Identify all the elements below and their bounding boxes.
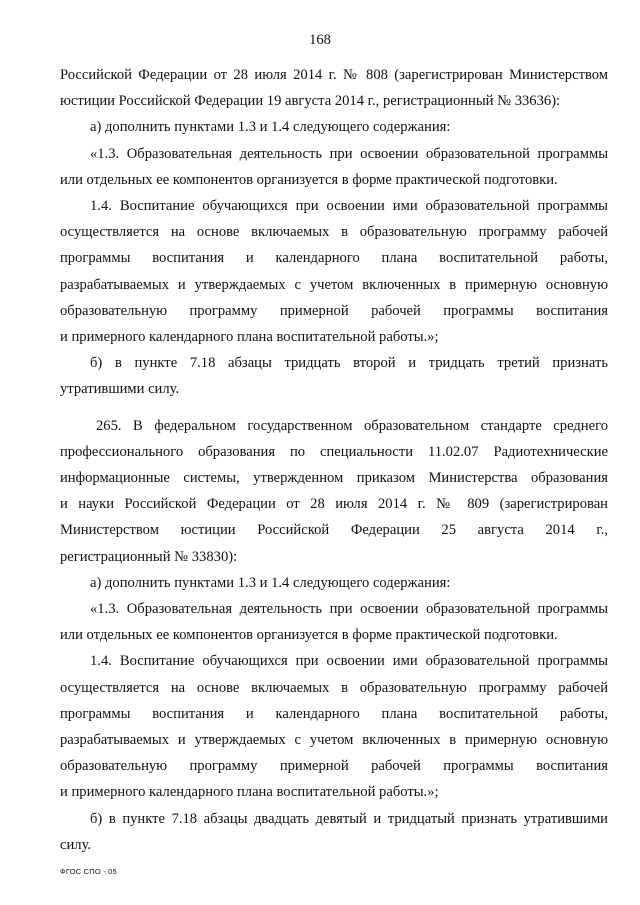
text-line: профессионального образования по специальности 11.02.07 Радиотехнические [60,443,608,460]
text-line: Министерством юстиции Российской Федерации 25 августа 2014 г., [60,522,608,539]
text-line: «1.3. Образовательная деятельность при освоении образовательной программы [90,145,608,162]
text-line: осуществляется на основе включаемых в образовательную программу рабочей [60,224,608,241]
text-line: и науки Российской Федерации от 28 июля 2014 г. № 809 (зарегистрирован [60,496,608,513]
text-line: утратившими силу. [60,381,180,398]
text-line: разрабатываемых и утверждаемых с учетом включенных в примерную основную [60,732,608,749]
text-line: осуществляется на основе включаемых в образовательную программу рабочей [60,679,608,696]
text-line: образовательную программу примерной рабочей программы воспитания [60,758,608,775]
text-line: а) дополнить пунктами 1.3 и 1.4 следующего содержания: [90,574,451,591]
text-line: 265. В федеральном государственном образовательном стандарте среднего [96,417,608,434]
text-line: и примерного календарного плана воспитательной работы.»; [60,329,439,346]
text-line: 1.4. Воспитание обучающихся при освоении ими образовательной программы [90,198,608,215]
page-number: 168 [309,32,331,48]
text-line: «1.3. Образовательная деятельность при освоении образовательной программы [90,601,608,618]
text-line: а) дополнить пунктами 1.3 и 1.4 следующего содержания: [90,119,451,136]
text-line: 1.4. Воспитание обучающихся при освоении ими образовательной программы [90,653,608,670]
text-line: разрабатываемых и утверждаемых с учетом включенных в примерную основную [60,276,608,293]
text-line: информационные системы, утвержденном приказом Министерства образования [60,470,608,487]
text-line: и примерного календарного плана воспитательной работы.»; [60,784,439,801]
text-line: силу. [60,836,92,853]
text-line: программы воспитания и календарного плана воспитательной работы, [60,705,608,722]
text-line: б) в пункте 7.18 абзацы двадцать девятый и тридцатый признать утратившими [90,810,608,827]
footer-label: ФГОС СПО - 05 [60,867,117,876]
text-line: юстиции Российской Федерации 19 августа 2014 г., регистрационный № 33636): [60,93,561,110]
text-line: регистрационный № 33830): [60,548,238,565]
text-line: или отдельных ее компонентов организуется в форме практической подготовки. [60,627,558,644]
text-line: б) в пункте 7.18 абзацы тридцать второй и тридцать третий признать [90,355,608,372]
text-line: Российской Федерации от 28 июля 2014 г. № 808 (зарегистрирован Министерством [60,67,608,83]
text-line: образовательную программу примерной рабочей программы воспитания [60,302,608,319]
text-line: программы воспитания и календарного плана воспитательной работы, [60,250,608,267]
document-body [60,62,608,858]
text-line: или отдельных ее компонентов организуется в форме практической подготовки. [60,171,558,188]
